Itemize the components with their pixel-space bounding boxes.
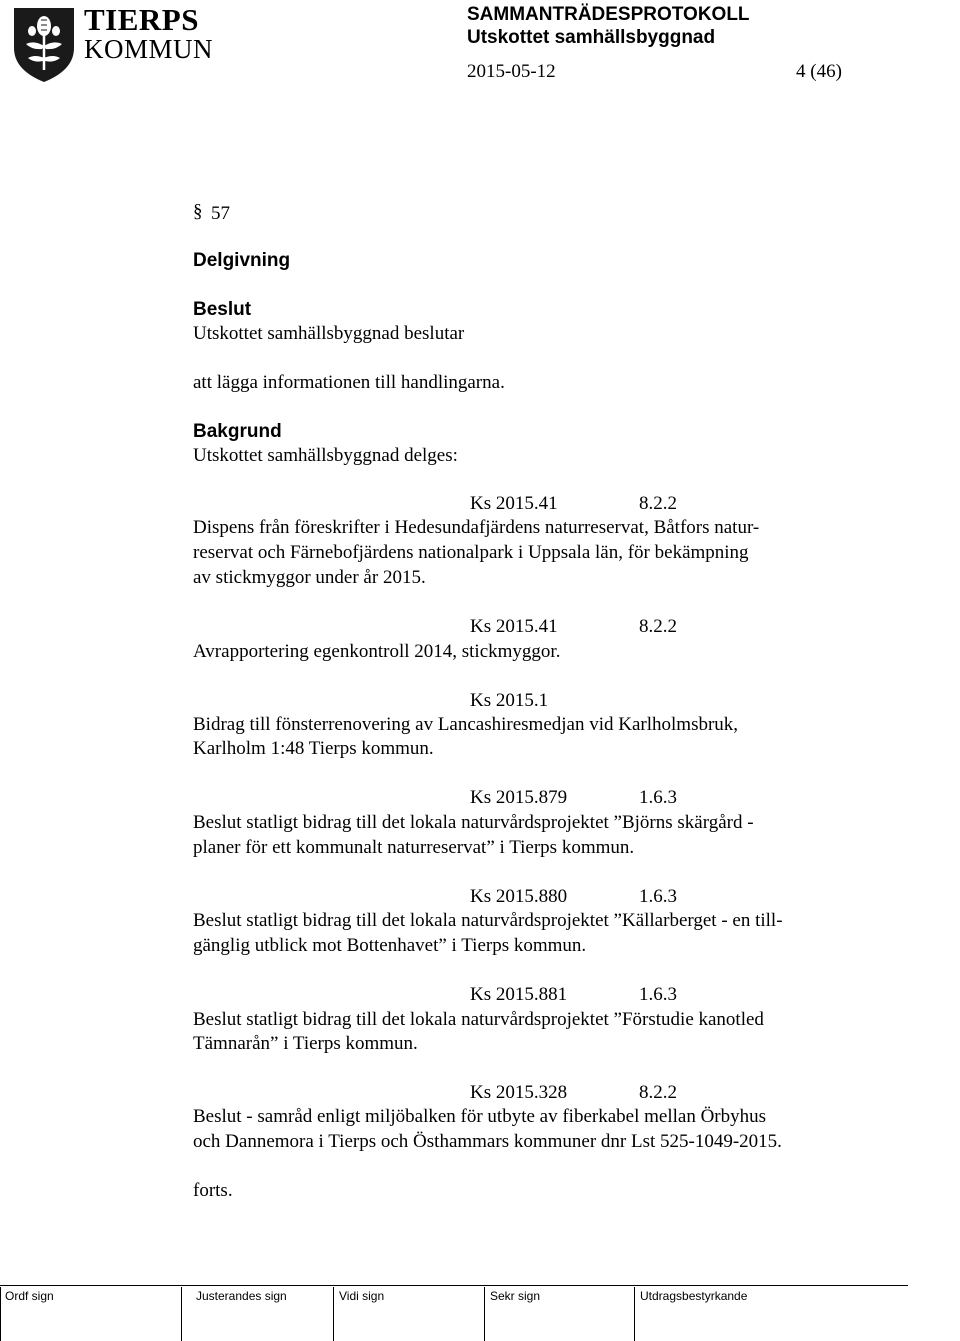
item-code: 1.6.3 — [639, 984, 677, 1005]
footer-divider — [181, 1287, 182, 1341]
item-code: 1.6.3 — [639, 886, 677, 907]
decision-heading: Beslut — [193, 299, 252, 320]
item-text-line: av stickmyggor under år 2015. — [193, 567, 426, 588]
item-ref: Ks 2015.328 — [470, 1082, 568, 1103]
logo-text-line2: KOMMUN — [84, 34, 214, 64]
item-code: 8.2.2 — [639, 616, 677, 637]
item-text-line: Karlholm 1:48 Tierps kommun. — [193, 738, 434, 759]
item-ref: Ks 2015.41 — [470, 616, 558, 637]
item-text-line: Beslut statligt bidrag till det lokala naturvårdsprojektet ”Förstudie kanotled — [193, 1009, 764, 1030]
item-text-line: gänglig utblick mot Bottenhavet” i Tierps kommun. — [193, 935, 587, 956]
item-text-line: Tämnarån” i Tierps kommun. — [193, 1033, 418, 1054]
item-code: 1.6.3 — [639, 787, 677, 808]
footer-divider — [634, 1287, 635, 1341]
background-intro: Utskottet samhällsbyggnad delges: — [193, 445, 458, 466]
item-code: 8.2.2 — [639, 493, 677, 514]
footer-rule — [0, 1285, 908, 1286]
logo-text-line1: TIERPS — [84, 2, 199, 37]
item-ref: Ks 2015.1 — [470, 690, 549, 711]
paragraph-sign: § — [193, 201, 203, 222]
meeting-date: 2015-05-12 — [467, 61, 556, 82]
background-heading: Bakgrund — [193, 421, 282, 442]
item-code: 8.2.2 — [639, 1082, 677, 1103]
item-ref: Ks 2015.879 — [470, 787, 568, 808]
item-text-line: Beslut - samråd enligt miljöbalken för utbyte av fiberkabel mellan Örbyhus — [193, 1106, 767, 1127]
footer-label-sekr-sign: Sekr sign — [490, 1289, 541, 1303]
item-text-line: Beslut statligt bidrag till det lokala naturvårdsprojektet ”Björns skärgård - — [193, 812, 754, 833]
item-text-line: Beslut statligt bidrag till det lokala naturvårdsprojektet ”Källarberget - en till- — [193, 910, 783, 931]
item-text-line: planer för ett kommunalt naturreservat” i Tierps kommun. — [193, 837, 635, 858]
item-text-line: reservat och Färnebofjärdens nationalpark i Uppsala län, för bekämpning — [193, 542, 749, 563]
page-number: 4 (46) — [796, 61, 842, 82]
section-number: 57 — [211, 203, 230, 224]
footer-label-utdragsbestyrkande: Utdragsbestyrkande — [640, 1289, 748, 1303]
decision-intro: Utskottet samhällsbyggnad beslutar — [193, 323, 465, 344]
item-text-line: Avrapportering egenkontroll 2014, stickmyggor. — [193, 641, 561, 662]
document-title: SAMMANTRÄDESPROTOKOLL — [467, 4, 750, 25]
committee-name: Utskottet samhällsbyggnad — [467, 27, 716, 48]
footer-label-vidi-sign: Vidi sign — [339, 1289, 385, 1303]
item-text-line: Dispens från föreskrifter i Hedesundafjärdens naturreservat, Båtfors natur- — [193, 517, 760, 538]
tierps-kommun-logo — [12, 4, 216, 86]
footer-divider — [0, 1287, 1, 1341]
footer-divider — [333, 1287, 334, 1341]
item-text-line: och Dannemora i Tierps och Östhammars kommuner dnr Lst 525-1049-2015. — [193, 1131, 782, 1152]
continued-note: forts. — [193, 1180, 233, 1201]
footer-label-justerandes-sign: Justerandes sign — [196, 1289, 287, 1303]
footer-divider — [484, 1287, 485, 1341]
item-ref: Ks 2015.41 — [470, 493, 558, 514]
item-ref: Ks 2015.881 — [470, 984, 568, 1005]
item-text-line: Bidrag till fönsterrenovering av Lancashiresmedjan vid Karlholmsbruk, — [193, 714, 739, 735]
section-heading: Delgivning — [193, 250, 291, 271]
decision-text: att lägga informationen till handlingarna. — [193, 372, 505, 393]
footer-label-ordf-sign: Ordf sign — [5, 1289, 54, 1303]
item-ref: Ks 2015.880 — [470, 886, 568, 907]
